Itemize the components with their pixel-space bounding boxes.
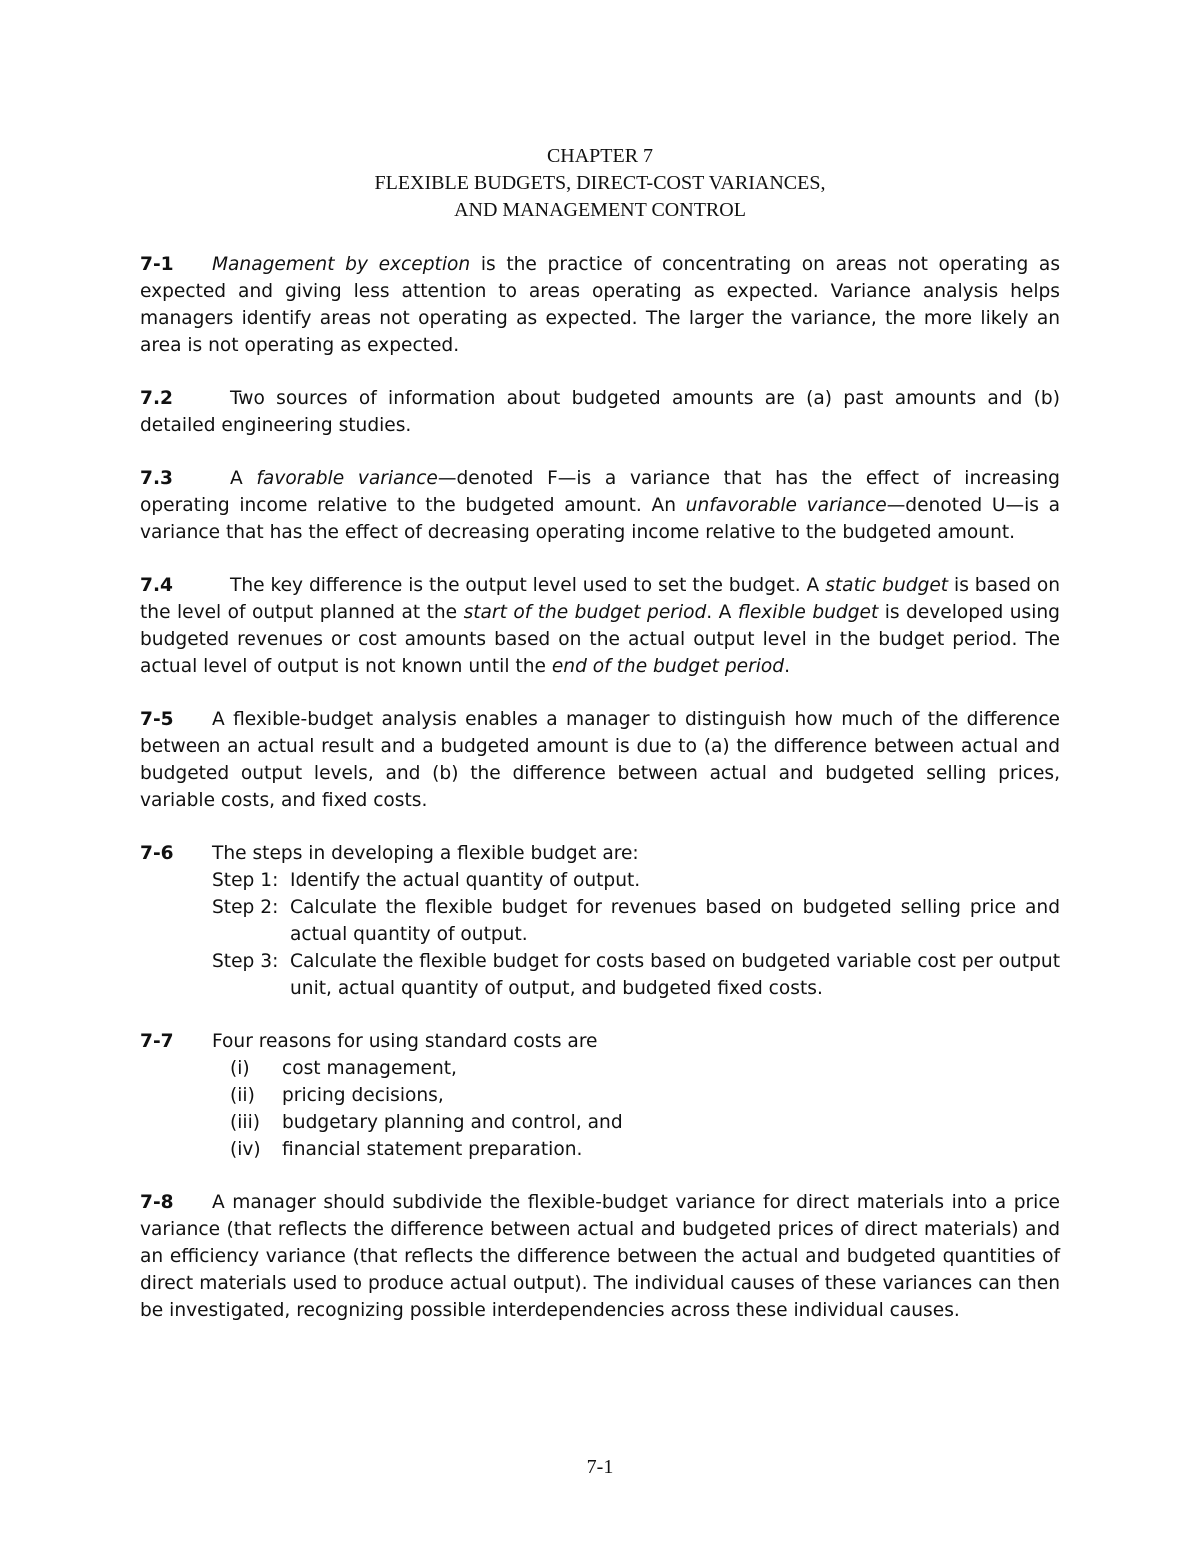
list-item — [212, 867, 1060, 894]
list-text: financial statement preparation. — [282, 1139, 583, 1160]
term-flexible-budget: flexible budget — [737, 602, 879, 623]
answer-intro — [140, 1028, 1060, 1055]
answer-number: 7-7 — [140, 1031, 174, 1052]
list-text: cost management, — [282, 1058, 457, 1079]
term-management-by-exception: Management by exception — [212, 254, 471, 275]
term-static-budget: static budget — [825, 575, 949, 596]
list-item — [140, 1109, 1060, 1136]
list-label: (ii) — [230, 1085, 255, 1106]
list-item — [212, 948, 1060, 1002]
answer-number: 7-1 — [140, 254, 174, 275]
answer-text: . — [784, 656, 791, 677]
list-item — [212, 894, 1060, 948]
list-text: budgetary planning and control, and — [282, 1112, 623, 1133]
list-text: pricing decisions, — [282, 1085, 444, 1106]
step-label: Step 3: — [212, 951, 279, 972]
answer-number: 7.3 — [140, 468, 173, 489]
answer-7-3 — [140, 465, 1060, 546]
list-label: (iii) — [230, 1112, 261, 1133]
term-favorable-variance: favorable variance — [256, 468, 438, 489]
answer-text: The steps in developing a flexible budget are: — [212, 843, 639, 864]
answer-text: A — [230, 468, 257, 489]
answer-text: is developed using budgeted revenues or cost amounts based on the actual output level in the budget period. The actual level of output is not known until the — [140, 602, 1060, 677]
answer-7-6 — [140, 840, 1060, 1002]
answer-text: . A — [706, 602, 738, 623]
chapter-heading — [0, 143, 1200, 224]
answer-text: Two sources of information about budgeted amounts are (a) past amounts and (b) detailed engineering studies. — [140, 388, 1060, 436]
answer-text: is the practice of concentrating on areas not operating as expected and giving less attention to areas operating as expected. Variance analysis helps managers identify areas not operating as expected. The larger the variance, the more likely an area is not operating as expected. — [140, 254, 1061, 356]
answer-7-5 — [140, 706, 1060, 814]
list-item — [140, 1055, 1060, 1082]
answer-number: 7-8 — [140, 1192, 174, 1213]
page-number: 7-1 — [586, 1456, 614, 1478]
answer-text: —denoted U—is a variance that has the effect of decreasing operating income relative to the budgeted amount. — [140, 495, 1060, 543]
step-list — [140, 867, 1060, 1002]
answer-number: 7.4 — [140, 575, 173, 596]
chapter-title-line-2: AND MANAGEMENT CONTROL — [454, 199, 746, 221]
answer-7-2 — [140, 385, 1060, 439]
answer-number: 7.2 — [140, 388, 173, 409]
answer-text: The key difference is the output level used to set the budget. A — [230, 575, 826, 596]
answer-number: 7-5 — [140, 709, 174, 730]
answer-text: Four reasons for using standard costs are — [212, 1031, 598, 1052]
list-label: (iv) — [230, 1139, 261, 1160]
list-item — [140, 1136, 1060, 1163]
step-label: Step 1: — [212, 870, 279, 891]
document-body — [140, 251, 1060, 1350]
answer-text: A manager should subdivide the flexible-budget variance for direct materials into a price variance (that reflects the difference between actual and budgeted prices of direct materials) and an efficiency variance (that reflects the difference between the actual and budgeted quantities of direct materials used to produce actual output). The individual causes of these variances can then be investigated, recognizing possible interdependencies across these individual causes. — [140, 1192, 1060, 1321]
answer-number: 7-6 — [140, 843, 174, 864]
list-item — [140, 1082, 1060, 1109]
answer-7-4 — [140, 572, 1060, 680]
answer-text: is based on the level of output planned at the — [140, 575, 1061, 623]
step-label: Step 2: — [212, 897, 279, 918]
term-start-of-budget-period: start of the budget period — [463, 602, 707, 623]
answer-7-8 — [140, 1189, 1060, 1324]
answer-intro — [140, 840, 1060, 867]
step-text: Calculate the flexible budget for revenues based on budgeted selling price and actual quantity of output. — [290, 897, 1060, 945]
list-label: (i) — [230, 1058, 250, 1079]
step-text: Calculate the flexible budget for costs based on budgeted variable cost per output unit, actual quantity of output, and budgeted fixed costs. — [290, 951, 1060, 999]
answer-text: A flexible-budget analysis enables a manager to distinguish how much of the difference between an actual result and a budgeted amount is due to (a) the difference between actual and budgeted output levels, and (b) the difference between actual and budgeted selling prices, variable costs, and fixed costs. — [140, 709, 1060, 811]
term-end-of-budget-period: end of the budget period — [551, 656, 785, 677]
term-unfavorable-variance: unfavorable variance — [685, 495, 887, 516]
answer-7-7 — [140, 1028, 1060, 1163]
chapter-title-line-1: FLEXIBLE BUDGETS, DIRECT-COST VARIANCES, — [374, 172, 826, 194]
answer-7-1 — [140, 251, 1060, 359]
step-text: Identify the actual quantity of output. — [290, 870, 641, 891]
answer-text: —denoted F—is a variance that has the effect of increasing operating income relative to the budgeted amount. An — [140, 468, 1060, 516]
chapter-number: CHAPTER 7 — [546, 145, 654, 167]
